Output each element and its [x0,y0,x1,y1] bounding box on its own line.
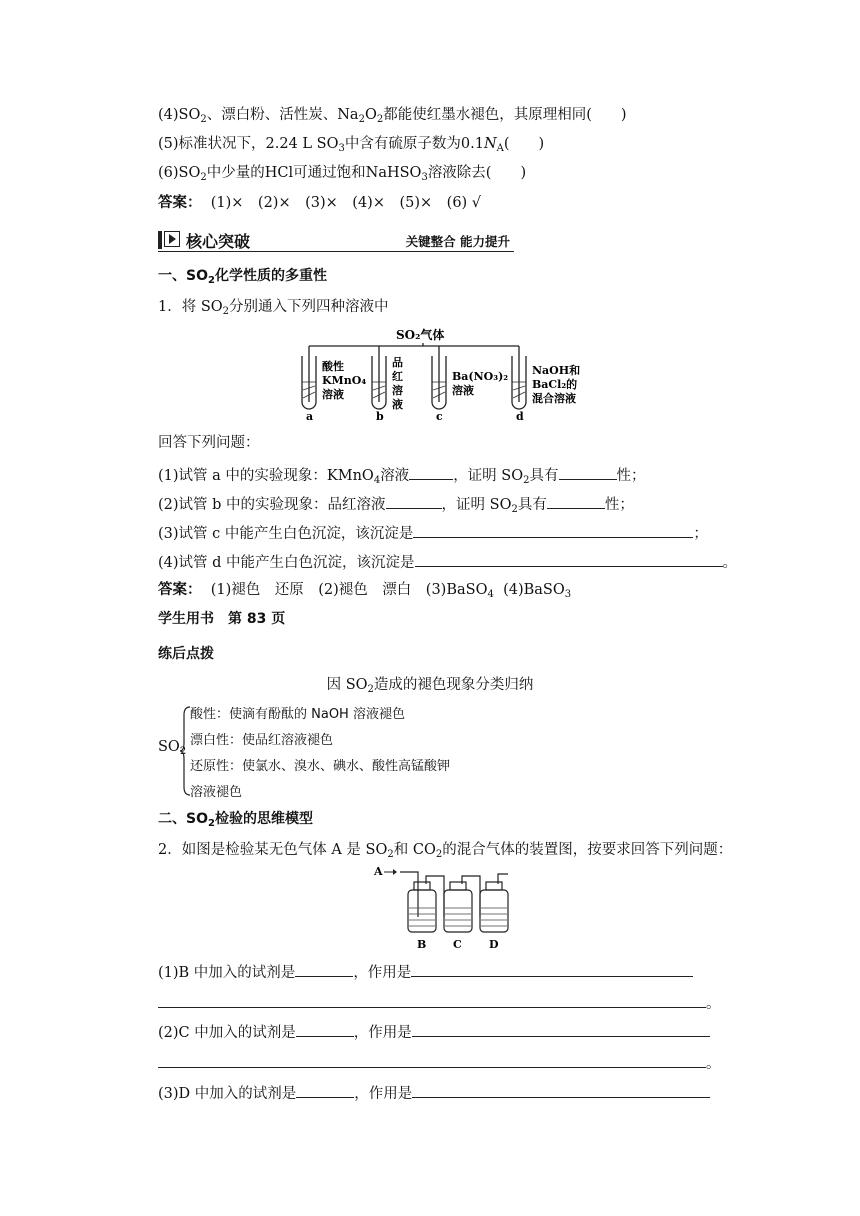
answer-prompt: 回答下列问题： [158,435,260,451]
svg-text:Ba(NO₃)₂: Ba(NO₃)₂ [452,370,509,383]
summary-item: 漂白性：使品红溶液褪色 [190,733,334,748]
svg-text:溶: 溶 [392,384,403,397]
svg-text:液: 液 [392,398,403,411]
answer-blank[interactable] [412,1021,710,1037]
svg-text:溶液: 溶液 [322,388,344,401]
question-1-4: (4)试管 d 中能产生白色沉淀，该沉淀是 。 [158,551,737,573]
question-1-1: (1)试管 a 中的实验现象：KMnO$_4$溶液 ，证明 $SO_2$具有 性； [158,464,646,486]
svg-text:红: 红 [392,370,403,383]
tips-heading: 练后点拨 [158,646,214,662]
part1-heading: 一、$SO_2$化学性质的多重性 [158,268,327,286]
answer-1: 答案： (1)褪色 还原 (2)褪色 漂白 (3)BaSO$_4$ (4)BaSO$_3$ [158,581,572,600]
review-q6: $(6)SO_2$中少量的HCl可通过饱和NaHSO$_3$溶液除去( ) [158,165,527,183]
question-2-2-cont: 。 [158,1052,721,1074]
summary-item: 还原性：使氯水、溴水、碘水、酸性高锰酸钾 [190,759,451,774]
answer-blank[interactable] [415,551,723,567]
question-1-3: (3)试管 c 中能产生白色沉淀，该沉淀是 ； [158,522,708,544]
answer-blank[interactable] [296,1021,354,1037]
review-q5: (5)标准状况下，2.24 L $SO_3$中含有硫原子数为$0.1N_A$( ) [158,136,545,154]
svg-text:c: c [436,410,443,423]
review-q4: $(4)SO_2$、漂白粉、活性炭、$Na_2O_2$都能使红墨水褪色，其原理相同( ) [158,107,627,125]
section-subtitle: 关键整合 能力提升 [405,234,510,249]
svg-text:b: b [376,410,384,423]
svg-text:品: 品 [392,356,403,369]
svg-text:酸性: 酸性 [322,360,344,373]
answer-label: 答案： [158,194,202,211]
svg-text:D: D [489,938,499,951]
summary-title: 因 $SO_2$造成的褪色现象分类归纳 [326,677,534,695]
inlet-tube [400,872,418,917]
question-2-1: (1)B 中加入的试剂是 ，作用是 [158,961,693,983]
svg-text:溶液: 溶液 [452,384,474,397]
answer-blank[interactable] [158,1052,706,1068]
question-1-2: (2)试管 b 中的实验现象：品红溶液 ，证明 $SO_2$具有 性； [158,493,634,515]
wash-bottles-figure [372,862,512,954]
part2-heading: 二、$SO_2$检验的思维模型 [158,811,313,829]
gas-label: SO₂气体 [396,328,445,342]
answer-blank[interactable] [412,1082,710,1098]
section-title: 核心突破 [186,232,251,251]
question-2-1-cont: 。 [158,992,721,1014]
svg-text:A: A [374,865,383,878]
svg-text:KMnO₄: KMnO₄ [322,374,367,387]
question-2: 2．如图是检验某无色气体 A 是 $SO_2$和 $CO_2$的混合气体的装置图，按要求回答下列问题： [158,842,733,860]
svg-text:B: B [417,938,427,951]
question-1: 1．将 $SO_2$分别通入下列四种溶液中 [158,299,389,317]
play-triangle-icon [164,231,180,247]
answer-blank[interactable] [413,522,693,538]
svg-text:C: C [453,938,462,951]
test-tubes-figure [296,322,596,426]
page-reference: 学生用书 第 83 页 [158,611,286,627]
answer-blank[interactable] [386,493,442,509]
question-2-3: (3)D 中加入的试剂是 ，作用是 [158,1082,710,1104]
svg-text:混合溶液: 混合溶液 [532,392,576,405]
answer-blank[interactable] [547,493,605,509]
answer-blank[interactable] [296,1082,354,1098]
svg-text:a: a [306,410,314,423]
answer-blank[interactable] [411,961,693,977]
svg-text:d: d [516,410,524,423]
summary-item: 酸性：使滴有酚酞的 NaOH 溶液褪色 [190,707,405,722]
answer-blank[interactable] [559,464,617,480]
answer-blank[interactable] [409,464,453,480]
review-answer: 答案： (1)× (2)× (3)× (4)× (5)× (6) √ [158,194,482,211]
question-2-2: (2)C 中加入的试剂是 ，作用是 [158,1021,710,1043]
svg-text:NaOH和: NaOH和 [532,364,581,377]
section-header [158,228,514,252]
summary-item: 溶液褪色 [190,785,243,800]
summary-brace: $SO_2$ 酸性：使滴有酚酞的 NaOH 溶液褪色 漂白性：使品红溶液褪色 还原性：使氯水、溴水、碘水、酸性高锰酸钾 溶液褪色 [158,703,518,799]
svg-text:BaCl₂的: BaCl₂的 [532,378,578,391]
answer-blank[interactable] [295,961,353,977]
answer-blank[interactable] [158,992,706,1008]
